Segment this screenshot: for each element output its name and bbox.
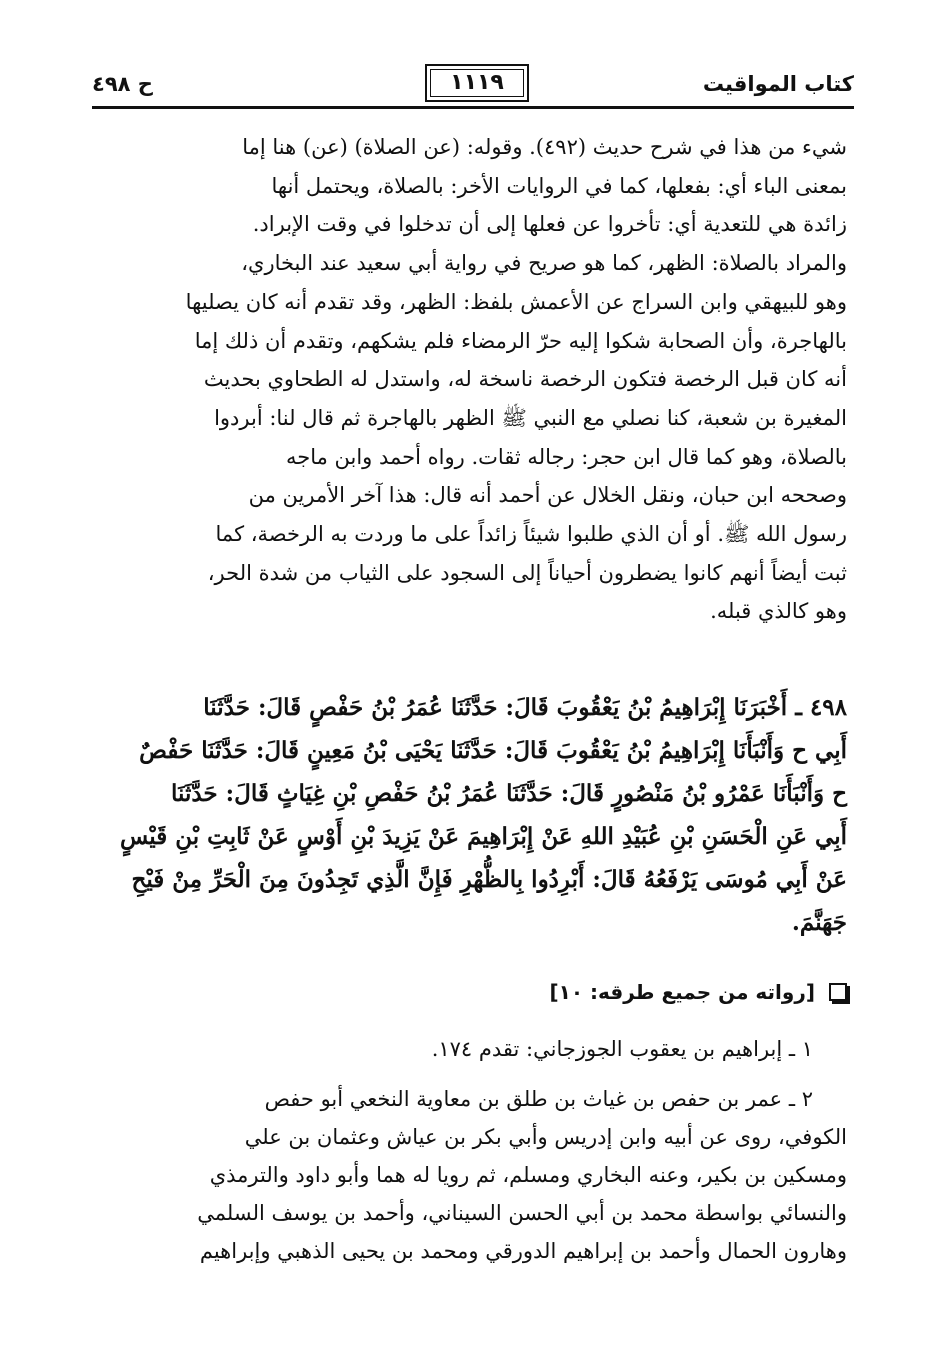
hadith-text — [100, 686, 847, 944]
narrator-item-line: ومسكين بن بكير، وعنه البخاري ومسلم، ثم رويا له هما وأبو داود والترمذي — [209, 1163, 847, 1187]
narrator-item-line: الكوفي، روى عن أبيه وابن إدريس وأبي بكر بن عياش وعثمان بن علي — [244, 1125, 847, 1149]
narrator-item-line: ٢ ـ عمر بن حفص بن غياث بن طلق بن معاوية النخعي أبو حفص — [264, 1087, 813, 1111]
commentary-line: بمعنى الباء أي: بفعلها، كما في الروايات الأخر: بالصلاة، ويحتمل أنها — [271, 173, 847, 198]
commentary-line: ثبت أيضاً أنهم كانوا يضطرون أحياناً إلى السجود على الثياب من شدة الحر، — [207, 560, 847, 585]
narrator-item-line: وهارون الحمال وأحمد بن إبراهيم الدورقي ومحمد بن يحيى الذهبي وإبراهيم — [199, 1239, 847, 1263]
hadith-line: أَبِي ح وَأَنْبَأَنَا إِبْرَاهِيمُ بْنُ يَعْقُوبَ قَالَ: حَدَّثَنَا يَحْيَى بْنُ مَعِينٍ قَالَ: حَدَّثَنَا حَفْصٌ — [139, 737, 847, 764]
narrators-heading-text: [رواته من جميع طرقه: ١٠] — [549, 980, 815, 1004]
hadith-line: ح وَأَنْبَأَنَا عَمْرُو بْنُ مَنْصُورٍ قَالَ: حَدَّثَنَا عُمَرُ بْنُ حَفْصِ بْنِ غِيَاثٍ قَالَ: حَدَّثَنَا — [171, 780, 847, 807]
commentary-line: المغيرة بن شعبة، كنا نصلي مع النبي ﷺ الظهر بالهاجرة ثم قال لنا: أبردوا — [214, 405, 847, 430]
commentary-line: والمراد بالصلاة: الظهر، كما هو صريح في رواية أبي سعيد عند البخاري، — [241, 251, 847, 276]
hadith-reference: ح ٤٩٨ — [92, 72, 153, 96]
hadith-line: أَبِي عَنِ الْحَسَنِ بْنِ عُبَيْدِ اللهِ عَنْ إِبْرَاهِيمَ عَنْ يَزِيدَ بْنِ أَوْسٍ عَنْ ثَابِتِ بْنِ قَيْسٍ — [119, 823, 847, 850]
narrator-item: ١ ـ إبراهيم بن يعقوب الجوزجاني: تقدم ١٧٤. — [431, 1037, 813, 1061]
commentary-line: بالصلاة، وهو كما قال ابن حجر: رجاله ثقات. رواه أحمد وابن ماجه — [285, 444, 847, 469]
square-bullet-icon — [829, 983, 847, 1001]
commentary-line: زائدة هي للتعدية أي: تأخروا عن فعلها إلى أن تدخلوا في وقت الإبراد. — [252, 212, 847, 237]
hadith-line: عَنْ أَبِي مُوسَى يَرْفَعُهُ قَالَ: أَبْرِدُوا بِالظُّهْرِ فَإِنَّ الَّذِي تَجِدُونَ مِنَ الْحَرِّ مِنْ فَيْحِ — [131, 866, 847, 893]
commentary-line: وصححه ابن حبان، ونقل الخلال عن أحمد أنه قال: هذا آخر الأمرين من — [248, 483, 847, 508]
hadith-line: ٤٩٨ ـ أَخْبَرَنَا إِبْرَاهِيمُ بْنُ يَعْقُوبَ قَالَ: حَدَّثَنَا عُمَرُ بْنُ حَفْصٍ قَالَ: حَدَّثَنَا — [203, 694, 847, 721]
header-rule — [92, 106, 854, 109]
commentary-line: رسول الله ﷺ. أو أن الذي طلبوا شيئاً زائداً على ما وردت به الرخصة، كما — [215, 522, 847, 547]
commentary-line: بالهاجرة، وأن الصحابة شكوا إليه حرّ الرمضاء فلم يشكهم، وتقدم أن ذلك إما — [194, 328, 847, 353]
page-number-box: ١١١٩ — [425, 64, 529, 102]
commentary-text — [100, 128, 847, 631]
commentary-line: أنه كان قبل الرخصة فتكون الرخصة ناسخة له، واستدل له الطحاوي بحديث — [203, 367, 847, 392]
hadith-line: جَهَنَّمَ. — [791, 909, 847, 936]
commentary-line: وهو كالذي قبله. — [710, 599, 847, 624]
commentary-line: وهو للبيهقي وابن السراج عن الأعمش بلفظ: الظهر، وقد تقدم أنه كان يصليها — [185, 289, 847, 314]
page-header — [92, 64, 854, 114]
narrators-list — [100, 1030, 847, 1270]
narrators-heading — [549, 980, 847, 1004]
commentary-line: شيء من هذا في شرح حديث (٤٩٢). وقوله: (عن الصلاة) (عن) هنا إما — [242, 135, 847, 159]
chapter-title: كتاب المواقيت — [702, 72, 854, 96]
narrator-item-line: والنسائي بواسطة محمد بن أبي الحسن السيناني، وأحمد بن يوسف السلمي — [197, 1201, 847, 1225]
